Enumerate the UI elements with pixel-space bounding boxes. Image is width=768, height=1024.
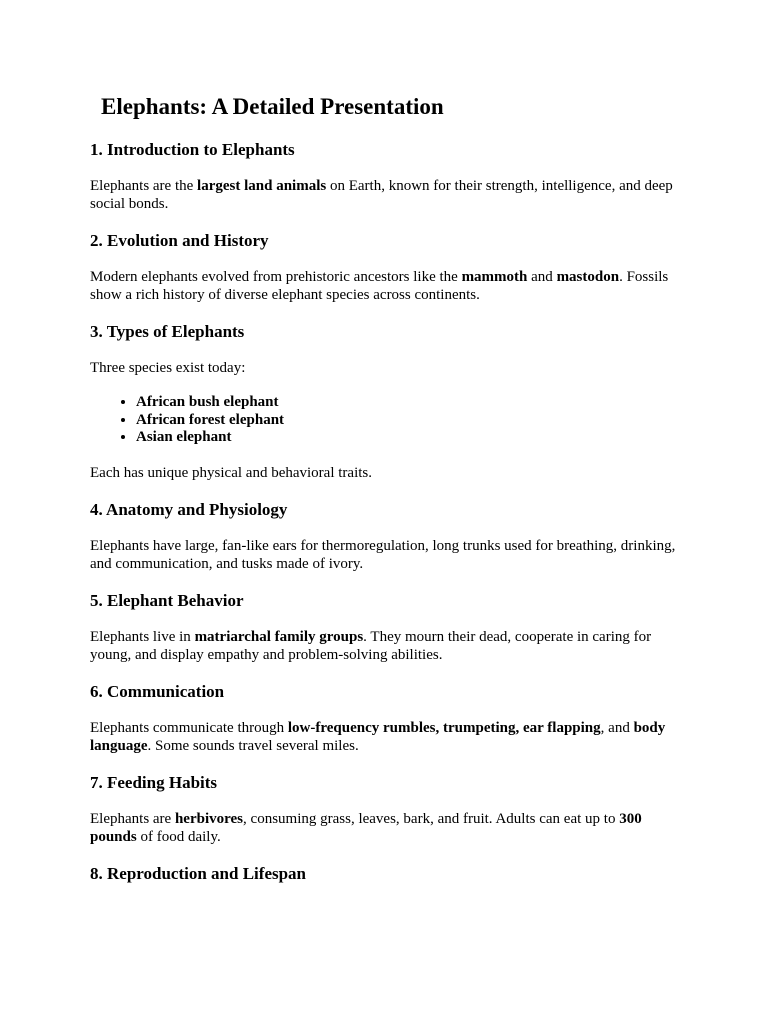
section-paragraph bbox=[90, 537, 678, 573]
species-list bbox=[90, 394, 678, 447]
text-run: , consuming grass, leaves, bark, and fruit. Adults can eat up to bbox=[243, 810, 620, 827]
list-item: • Asian elephant bbox=[136, 429, 678, 447]
section-evolution bbox=[90, 230, 678, 304]
text-run: , and bbox=[600, 719, 634, 736]
text-run: Elephants have large, fan-like ears for thermoregulation, long trunks used for breathing, drinking, and communication, and tusks made of ivory. bbox=[90, 537, 676, 572]
section-reproduction bbox=[90, 863, 678, 885]
section-feeding bbox=[90, 772, 678, 846]
bold-text-run: largest land animals bbox=[197, 178, 327, 194]
section-anatomy bbox=[90, 499, 678, 573]
section-outro: Each has unique physical and behavioral traits. bbox=[90, 464, 372, 481]
bold-text-run: body language bbox=[90, 719, 666, 754]
bold-text-run: 300 pounds bbox=[90, 810, 642, 845]
text-run: Elephants communicate through bbox=[90, 719, 288, 736]
text-run: Elephants live in bbox=[90, 628, 195, 645]
section-heading: 4. Anatomy and Physiology bbox=[90, 499, 288, 519]
section-heading: 1. Introduction to Elephants bbox=[90, 140, 295, 159]
text-run: Elephants are bbox=[90, 810, 175, 827]
section-heading: 8. Reproduction and Lifespan bbox=[90, 863, 307, 883]
section-paragraph bbox=[90, 268, 678, 304]
text-run: of food daily. bbox=[136, 828, 221, 845]
section-paragraph bbox=[90, 719, 678, 755]
list-item: • African forest elephant bbox=[136, 412, 678, 430]
text-run: and bbox=[527, 269, 557, 285]
section-introduction bbox=[90, 139, 678, 213]
section-heading: 6. Communication bbox=[90, 681, 225, 701]
section-paragraph bbox=[90, 628, 678, 664]
list-item: • African bush elephant bbox=[136, 394, 678, 412]
bold-text-run: low-frequency rumbles, trumpeting, ear flapping bbox=[287, 719, 601, 736]
text-run: . Some sounds travel several miles. bbox=[147, 737, 359, 754]
section-communication bbox=[90, 681, 678, 755]
section-types bbox=[90, 321, 678, 482]
text-run: . They mourn their dead, cooperate in caring for young, and display empathy and problem-solving abilities. bbox=[90, 628, 652, 663]
text-run: Modern elephants evolved from prehistoric ancestors like the bbox=[90, 269, 462, 285]
section-heading: 2. Evolution and History bbox=[90, 231, 269, 250]
bold-text-run: matriarchal family groups bbox=[194, 628, 364, 645]
section-paragraph bbox=[90, 177, 678, 213]
text-run: . Fossils show a rich history of diverse elephant species across continents. bbox=[90, 269, 669, 303]
text-run: Elephants are the bbox=[90, 178, 198, 194]
text-run: on Earth, known for their strength, intelligence, and deep social bonds. bbox=[90, 178, 673, 212]
section-heading: 3. Types of Elephants bbox=[90, 322, 245, 341]
bold-text-run: herbivores bbox=[174, 810, 244, 827]
bold-text-run: mastodon bbox=[556, 269, 620, 285]
section-heading: 5. Elephant Behavior bbox=[90, 590, 244, 610]
document-title: Elephants: A Detailed Presentation bbox=[101, 94, 444, 119]
section-intro: Three species exist today: bbox=[90, 360, 246, 376]
section-paragraph bbox=[90, 810, 678, 846]
section-heading: 7. Feeding Habits bbox=[90, 772, 218, 792]
section-behavior bbox=[90, 590, 678, 664]
bold-text-run: mammoth bbox=[461, 269, 528, 285]
